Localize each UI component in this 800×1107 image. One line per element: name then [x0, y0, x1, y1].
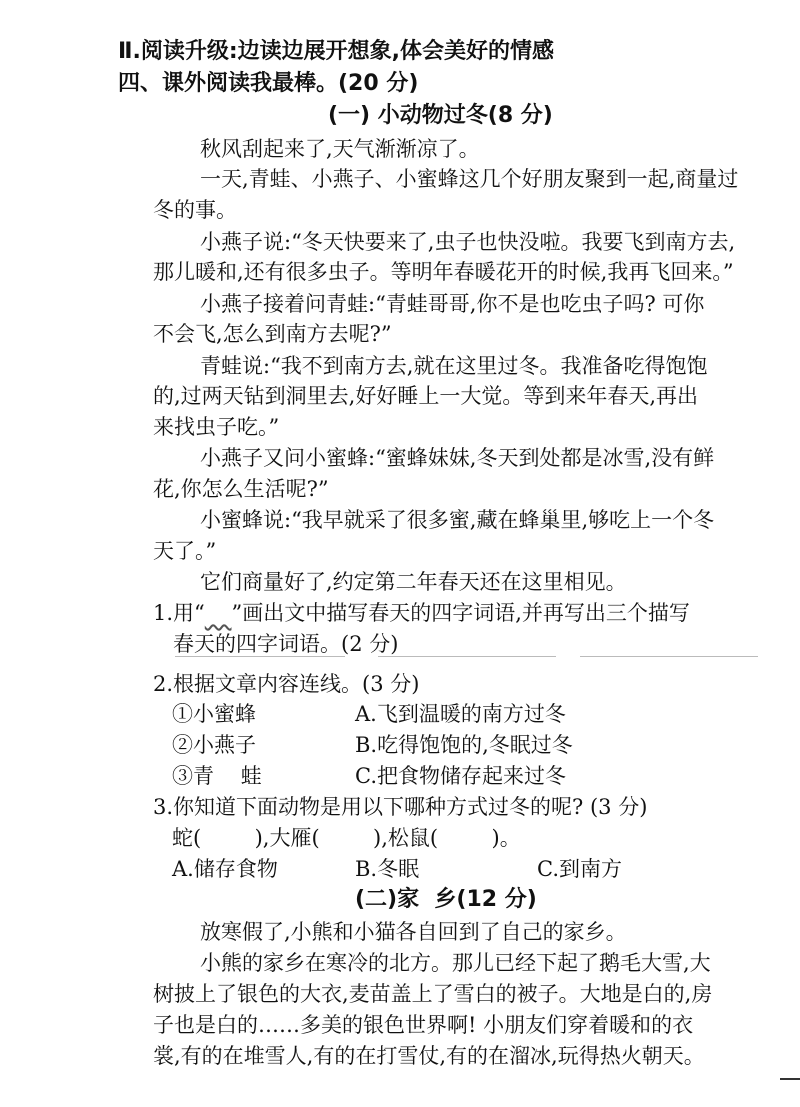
passage1-line: 一天,青蛙、小燕子、小蜜蜂这几个好朋友聚到一起,商量过	[200, 167, 739, 191]
section-title: 四、课外阅读我最棒。(20 分)	[118, 71, 419, 96]
match-left-item[interactable]: ①小蜜蜂	[172, 702, 256, 726]
page-edge-mark	[780, 1078, 800, 1080]
match-right-item[interactable]: C.把食物储存起来过冬	[355, 764, 566, 788]
question3-option: C.到南方	[537, 857, 622, 881]
passage2-line: 子也是白的……多美的银色世界啊! 小朋友们穿着暖和的衣	[153, 1013, 694, 1037]
question1-suffix: ”画出文中描写春天的四字词语,并再写出三个描写	[231, 601, 690, 625]
match-right-item[interactable]: B.吃得饱饱的,冬眠过冬	[355, 733, 573, 757]
passage1-line: 小燕子说:“冬天快要来了,虫子也快没啦。我要飞到南方去,	[200, 230, 736, 254]
match-left-item[interactable]: ②小燕子	[172, 733, 256, 757]
question1-stem	[153, 599, 690, 627]
passage1-title: (一) 小动物过冬(8 分)	[328, 103, 553, 128]
match-left-item[interactable]: ③青 蛙	[172, 764, 262, 788]
wavy-line-marker	[205, 601, 232, 625]
passage1-line: 花,你怎么生活呢?”	[153, 477, 329, 501]
passage1-line: 它们商量好了,约定第二年春天还在这里相见。	[200, 570, 627, 594]
question3-option: A.储存食物	[172, 857, 278, 881]
question1-prefix: 1.用“	[153, 601, 205, 625]
match-right-item[interactable]: A.飞到温暖的南方过冬	[355, 702, 566, 726]
passage2-line: 树披上了银色的大衣,麦苗盖上了雪白的被子。大地是白的,房	[153, 982, 713, 1006]
passage1-line: 小蜜蜂说:“我早就采了很多蜜,藏在蜂巢里,够吃上一个冬	[200, 508, 715, 532]
answer-blank-2[interactable]	[378, 656, 556, 657]
answer-blank-1[interactable]	[175, 656, 345, 657]
passage2-title: (二)家 乡(12 分)	[355, 887, 537, 912]
passage1-line: 不会飞,怎么到南方去呢?”	[153, 322, 392, 346]
question3-stem: 3.你知道下面动物是用以下哪种方式过冬的呢? (3 分)	[153, 795, 648, 819]
passage1-line: 青蛙说:“我不到南方去,就在这里过冬。我准备吃得饱饱	[200, 354, 708, 378]
question1-stem-line2: 春天的四字词语。(2 分)	[173, 632, 399, 656]
question3-fill-blanks[interactable]: 蛇( ),大雁( ),松鼠( )。	[172, 826, 521, 850]
passage1-line: 冬的事。	[153, 198, 237, 222]
passage2-line: 裳,有的在堆雪人,有的在打雪仗,有的在溜冰,玩得热火朝天。	[153, 1044, 705, 1068]
passage1-line: 来找虫子吃。”	[153, 415, 280, 439]
answer-blank-3[interactable]	[580, 656, 758, 657]
passage1-line: 天了。”	[153, 539, 217, 563]
passage1-line: 小燕子又问小蜜蜂:“蜜蜂妹妹,冬天到处都是冰雪,没有鲜	[200, 446, 715, 470]
level-title: Ⅱ.阅读升级:边读边展开想象,体会美好的情感	[118, 39, 555, 64]
passage1-line: 那儿暖和,还有很多虫子。等明年春暖花开的时候,我再飞回来。”	[153, 260, 734, 284]
question3-option: B.冬眠	[355, 857, 420, 881]
question2-stem: 2.根据文章内容连线。(3 分)	[153, 672, 420, 696]
passage2-line: 放寒假了,小熊和小猫各自回到了自己的家乡。	[200, 920, 627, 944]
passage1-line: 秋风刮起来了,天气渐渐凉了。	[200, 137, 480, 161]
passage1-line: 的,过两天钻到洞里去,好好睡上一大觉。等到来年春天,再出	[153, 384, 699, 408]
passage1-line: 小燕子接着问青蛙:“青蛙哥哥,你不是也吃虫子吗? 可你	[200, 292, 705, 316]
passage2-line: 小熊的家乡在寒冷的北方。那儿已经下起了鹅毛大雪,大	[200, 951, 711, 975]
